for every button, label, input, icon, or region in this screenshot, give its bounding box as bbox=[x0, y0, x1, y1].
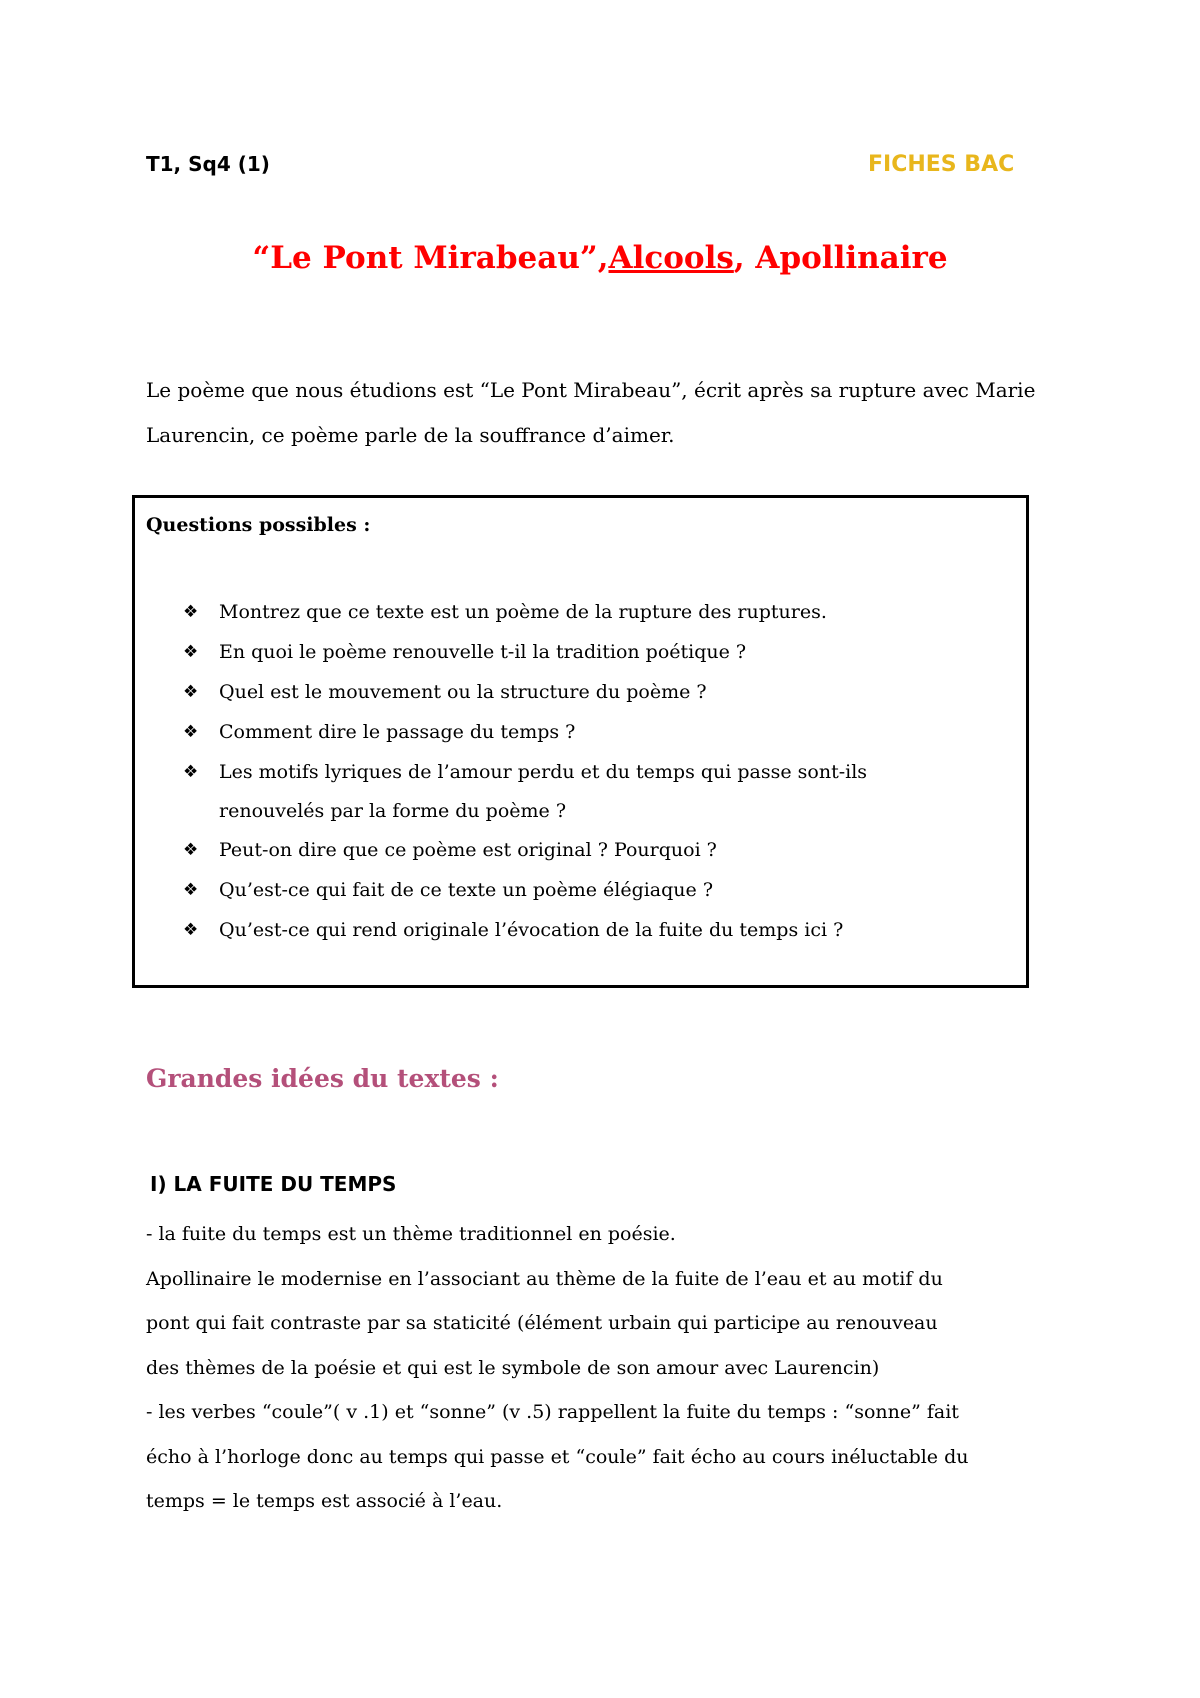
diamond-bullet-icon: ❖ bbox=[183, 762, 199, 782]
section-subtitle: I) LA FUITE DU TEMPS bbox=[150, 1172, 397, 1196]
question-item: ❖ Qu’est-ce qui rend originale l’évocation de la fuite du temps ici ? bbox=[183, 910, 1003, 950]
title-collection: Alcools bbox=[608, 240, 734, 276]
questions-list bbox=[183, 592, 1003, 950]
diamond-bullet-icon: ❖ bbox=[183, 840, 199, 860]
question-item: ❖ Montrez que ce texte est un poème de la rupture des ruptures. bbox=[183, 592, 1003, 632]
question-item: ❖ Qu’est-ce qui fait de ce texte un poème élégiaque ? bbox=[183, 870, 1003, 910]
title-poem: “Le Pont Mirabeau”, bbox=[252, 240, 609, 276]
body-line: temps = le temps est associé à l’eau. bbox=[146, 1490, 503, 1512]
body-line: écho à l’horloge donc au temps qui passe et “coule” fait écho au cours inéluctable du bbox=[146, 1445, 969, 1468]
question-item: ❖ En quoi le poème renouvelle t-il la tradition poétique ? bbox=[183, 632, 1003, 672]
body-line: pont qui fait contraste par sa staticité (élément urbain qui participe au renouveau bbox=[146, 1312, 938, 1334]
diamond-bullet-icon: ❖ bbox=[183, 722, 199, 742]
question-item: ❖ Comment dire le passage du temps ? bbox=[183, 712, 1003, 752]
intro-line: Le poème que nous étudions est “Le Pont Mirabeau”, écrit après sa rupture avec Marie bbox=[146, 378, 1036, 402]
intro-line: Laurencin, ce poème parle de la souffrance d’aimer. bbox=[146, 423, 675, 447]
section-body bbox=[146, 1212, 1076, 1524]
document-title bbox=[0, 240, 1200, 276]
intro-paragraph bbox=[146, 368, 1066, 458]
question-item: ❖ Quel est le mouvement ou la structure du poème ? bbox=[183, 672, 1003, 712]
body-line: des thèmes de la poésie et qui est le symbole de son amour avec Laurencin) bbox=[146, 1356, 880, 1379]
body-line: - la fuite du temps est un thème traditionnel en poésie. bbox=[146, 1223, 676, 1245]
diamond-bullet-icon: ❖ bbox=[183, 642, 199, 662]
diamond-bullet-icon: ❖ bbox=[183, 602, 199, 622]
diamond-bullet-icon: ❖ bbox=[183, 880, 199, 900]
questions-title: Questions possibles : bbox=[146, 514, 371, 536]
header-reference: T1, Sq4 (1) bbox=[146, 152, 270, 176]
section-title: Grandes idées du textes : bbox=[146, 1064, 499, 1093]
question-item: ❖ Les motifs lyriques de l’amour perdu et du temps qui passe sont-ils renouvelés par la forme du poème ? bbox=[183, 752, 1003, 830]
diamond-bullet-icon: ❖ bbox=[183, 682, 199, 702]
question-item: ❖ Peut-on dire que ce poème est original ? Pourquoi ? bbox=[183, 830, 1003, 870]
diamond-bullet-icon: ❖ bbox=[183, 920, 199, 940]
title-author: , Apollinaire bbox=[733, 240, 948, 276]
body-line: - les verbes “coule”( v .1) et “sonne” (v .5) rappellent la fuite du temps : “sonne” fait bbox=[146, 1401, 959, 1423]
body-line: Apollinaire le modernise en l’associant au thème de la fuite de l’eau et au motif du bbox=[146, 1267, 943, 1290]
header-label: FICHES BAC bbox=[868, 152, 1015, 177]
